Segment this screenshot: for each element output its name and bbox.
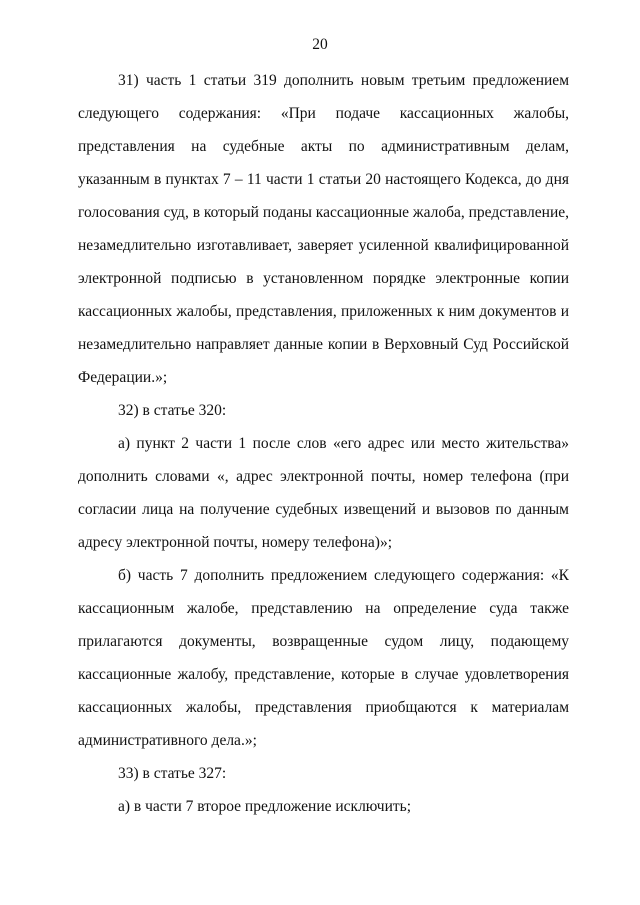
paragraph-item-33-a: а) в части 7 второе предложение исключить; [118, 798, 412, 815]
paragraph-item-32-b: б) часть 7 дополнить предложением следующего содержания: «К кассационным жалобе, представлению на определение суда также прилагаются документы, возвращенные судом лицу, подающему кассационные жалобу, представление, которые в случае удовлетворения кассационных жалобы, представления приобщаются к материалам административного дела.»; [78, 567, 569, 749]
page-number: 20 [312, 36, 328, 53]
paragraph-item-32-a: а) пункт 2 части 1 после слов «его адрес или место жительства» дополнить словами «, адрес электронной почты, номер телефона (при согласии лица на получение судебных извещений и вызовов по данным адресу электронной почты, номеру телефона)»; [78, 435, 569, 551]
paragraph-item-31: 31) часть 1 статьи 319 дополнить новым третьим предложением следующего содержания: «При подаче кассационных жалобы, представления на судебные акты по административным делам, указанным в пунктах 7 – 11 части 1 статьи 20 настоящего Кодекса, до дня голосования суд, в который поданы кассационные жалоба, представление, незамедлительно изготавливает, заверяет усиленной квалифицированной электронной подписью в установленном порядке электронные копии кассационных жалобы, представления, приложенных к ним документов и незамедлительно направляет данные копии в Верховный Суд Российской Федерации.»; [78, 72, 570, 386]
paragraph-item-32-heading: 32) в статье 320: [118, 402, 227, 419]
paragraph-item-33-heading: 33) в статье 327: [118, 765, 227, 782]
document-body [78, 64, 569, 823]
